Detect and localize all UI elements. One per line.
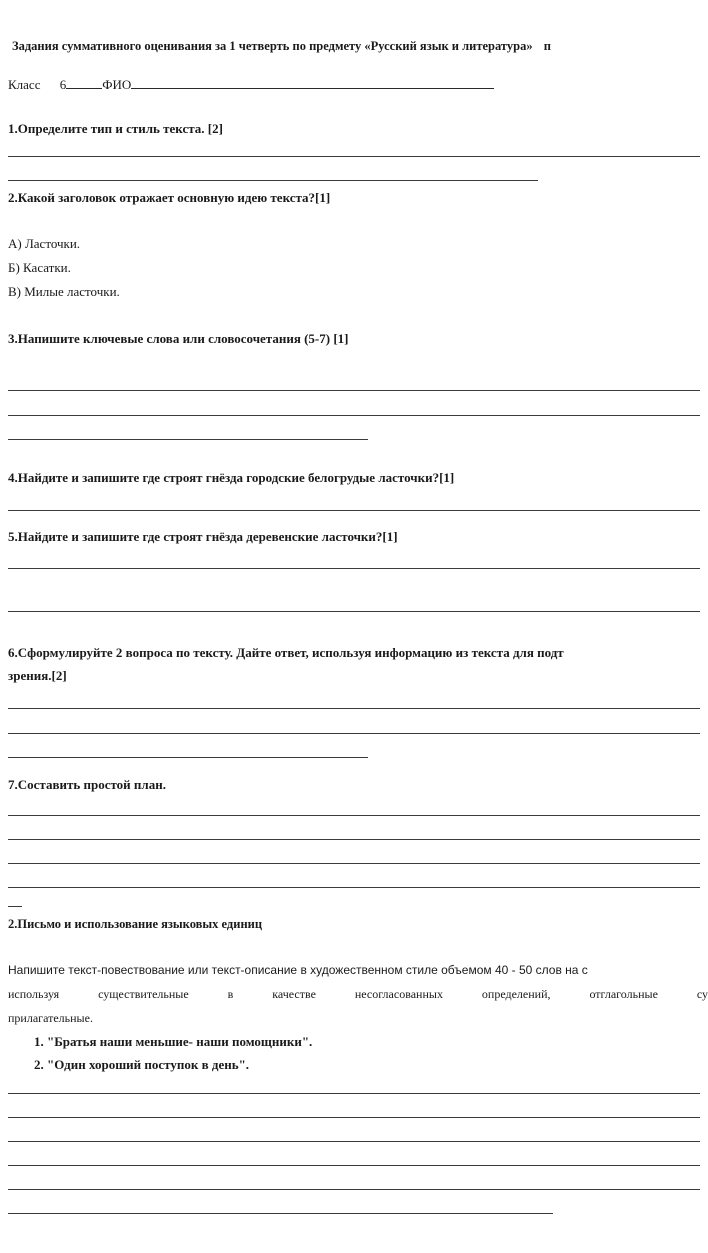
answer-line[interactable] — [8, 180, 538, 181]
answer-line[interactable] — [8, 1189, 700, 1190]
answer-line[interactable] — [8, 510, 700, 511]
answer-line[interactable] — [8, 439, 368, 440]
class-label: Класс — [8, 77, 41, 92]
question-1: 1.Определите тип и стиль текста. [2] — [8, 121, 223, 136]
answer-line[interactable] — [8, 839, 700, 840]
answer-line[interactable] — [8, 1165, 700, 1166]
instr-word: несогласованных — [354, 987, 443, 1001]
instr-word: су — [696, 987, 708, 1001]
option-a[interactable]: А) Ласточки. — [8, 236, 81, 251]
option-c[interactable]: В) Милые ласточки. — [8, 284, 120, 299]
title-text: Задания суммативного оценивания за 1 четверть по предмету «Русский язык и литература» — [12, 39, 533, 53]
question-2: 2.Какой заголовок отражает основную идею текста?[1] — [8, 190, 331, 205]
instr-word: используя — [8, 987, 60, 1001]
class-blank[interactable] — [66, 76, 102, 89]
class-value: 6 — [59, 77, 67, 92]
fio-blank[interactable] — [131, 76, 494, 89]
instruction-line-3: прилагательные. — [8, 1011, 93, 1025]
worksheet-title — [12, 38, 551, 54]
question-5: 5.Найдите и запишите где строят гнёзда деревенские ласточки?[1] — [8, 529, 398, 544]
answer-line[interactable] — [8, 156, 700, 157]
instruction-line-1: Напишите текст-повествование или текст-описание в художественном стиле объемом 40 - 50 слов на с — [8, 963, 588, 977]
instr-word: отглагольные — [589, 987, 658, 1001]
answer-line[interactable] — [8, 1117, 700, 1118]
answer-line[interactable] — [8, 1093, 700, 1094]
fio-label: ФИО — [102, 77, 132, 92]
topic-2: 2. "Один хороший поступок в день". — [34, 1057, 250, 1072]
class-fio-row — [8, 76, 494, 93]
answer-line[interactable] — [8, 906, 22, 907]
title-tail: п — [543, 39, 551, 53]
section-2-heading: 2.Письмо и использование языковых единиц — [8, 917, 263, 931]
instr-word: в — [227, 987, 234, 1001]
topic-1: 1. "Братья наши меньшие- наши помощники". — [34, 1034, 313, 1049]
answer-line[interactable] — [8, 390, 700, 391]
answer-line[interactable] — [8, 733, 700, 734]
option-b[interactable]: Б) Касатки. — [8, 260, 71, 275]
answer-line[interactable] — [8, 757, 368, 758]
question-6-line2: зрения.[2] — [8, 668, 67, 683]
question-7: 7.Составить простой план. — [8, 777, 166, 792]
instr-word: существительные — [98, 987, 189, 1001]
question-4: 4.Найдите и запишите где строят гнёзда городские белогрудые ласточки?[1] — [8, 470, 455, 485]
answer-line[interactable] — [8, 863, 700, 864]
answer-line[interactable] — [8, 415, 700, 416]
answer-line[interactable] — [8, 815, 700, 816]
answer-line[interactable] — [8, 708, 700, 709]
question-3: 3.Напишите ключевые слова или словосочетания (5-7) [1] — [8, 331, 349, 346]
answer-line[interactable] — [8, 1213, 553, 1214]
answer-line[interactable] — [8, 568, 700, 569]
answer-line[interactable] — [8, 887, 700, 888]
answer-line[interactable] — [8, 611, 700, 612]
answer-line[interactable] — [8, 1141, 700, 1142]
instr-word: качестве — [272, 987, 316, 1001]
instr-word: определений, — [481, 987, 551, 1001]
instruction-line-2 — [8, 986, 708, 1002]
question-6-line1: 6.Сформулируйте 2 вопроса по тексту. Дайте ответ, используя информацию из текста для подт — [8, 645, 564, 660]
